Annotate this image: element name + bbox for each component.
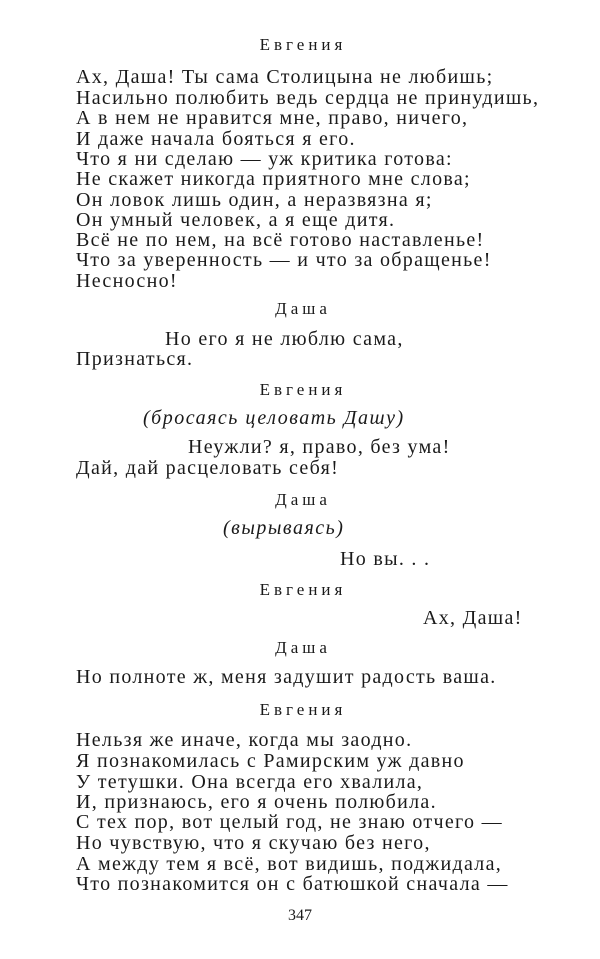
verse-line: Но вы. . . — [340, 548, 431, 570]
page-number: 347 — [288, 907, 312, 924]
verse-line: Но полноте ж, меня задушит радость ваша. — [76, 666, 497, 688]
verse-line: Дай, дай расцеловать себя! — [76, 457, 340, 479]
verse-line: Что за уверенность — и что за обращенье! — [76, 249, 492, 271]
verse-line: Но чувствую, что я скучаю без него, — [76, 832, 431, 854]
verse-line: Признаться. — [76, 348, 194, 370]
verse-line: А между тем я всё, вот видишь, поджидала, — [76, 853, 503, 875]
verse-line: С тех пор, вот целый год, не знаю отчего — — [76, 811, 503, 833]
verse-line: И, признаюсь, его я очень полюбила. — [76, 791, 437, 813]
verse-line: Неужли? я, право, без ума! — [188, 436, 451, 458]
speaker-name: Даша — [275, 638, 331, 657]
verse-line: Насильно полюбить ведь сердца не принудишь, — [76, 87, 540, 109]
verse-line: Не скажет никогда приятного мне слова; — [76, 168, 471, 190]
verse-line: Что познакомится он с батюшкой сначала — — [76, 873, 509, 895]
verse-line: А в нем не нравится мне, право, ничего, — [76, 107, 469, 129]
verse-line: Нельзя же иначе, когда мы заодно. — [76, 729, 413, 751]
verse-line: Несносно! — [76, 270, 178, 292]
speaker-name: Евгения — [259, 35, 347, 54]
verse-line: Но его я не люблю сама, — [165, 328, 404, 350]
verse-line: Всё не по нем, на всё готово наставленье! — [76, 229, 485, 251]
verse-line: Ах, Даша! Ты сама Столицына не любишь; — [76, 66, 494, 88]
stage-direction: (бросаясь целовать Дашу) — [143, 407, 405, 429]
speaker-name: Евгения — [259, 700, 347, 719]
speaker-name: Даша — [275, 490, 331, 509]
stage-direction: (вырываясь) — [223, 517, 345, 539]
verse-line: У тетушки. Она всегда его хвалила, — [76, 771, 424, 793]
verse-line: Я познакомилась с Рамирским уж давно — [76, 750, 465, 772]
verse-line: Ах, Даша! — [423, 607, 523, 629]
speaker-name: Евгения — [259, 380, 347, 399]
verse-line: И даже начала бояться я его. — [76, 128, 356, 150]
verse-line: Он ловок лишь один, а неразвязна я; — [76, 189, 433, 211]
speaker-name: Даша — [275, 299, 331, 318]
speaker-name: Евгения — [259, 580, 347, 599]
verse-line: Что я ни сделаю — уж критика готова: — [76, 148, 453, 170]
verse-line: Он умный человек, а я еще дитя. — [76, 209, 396, 231]
